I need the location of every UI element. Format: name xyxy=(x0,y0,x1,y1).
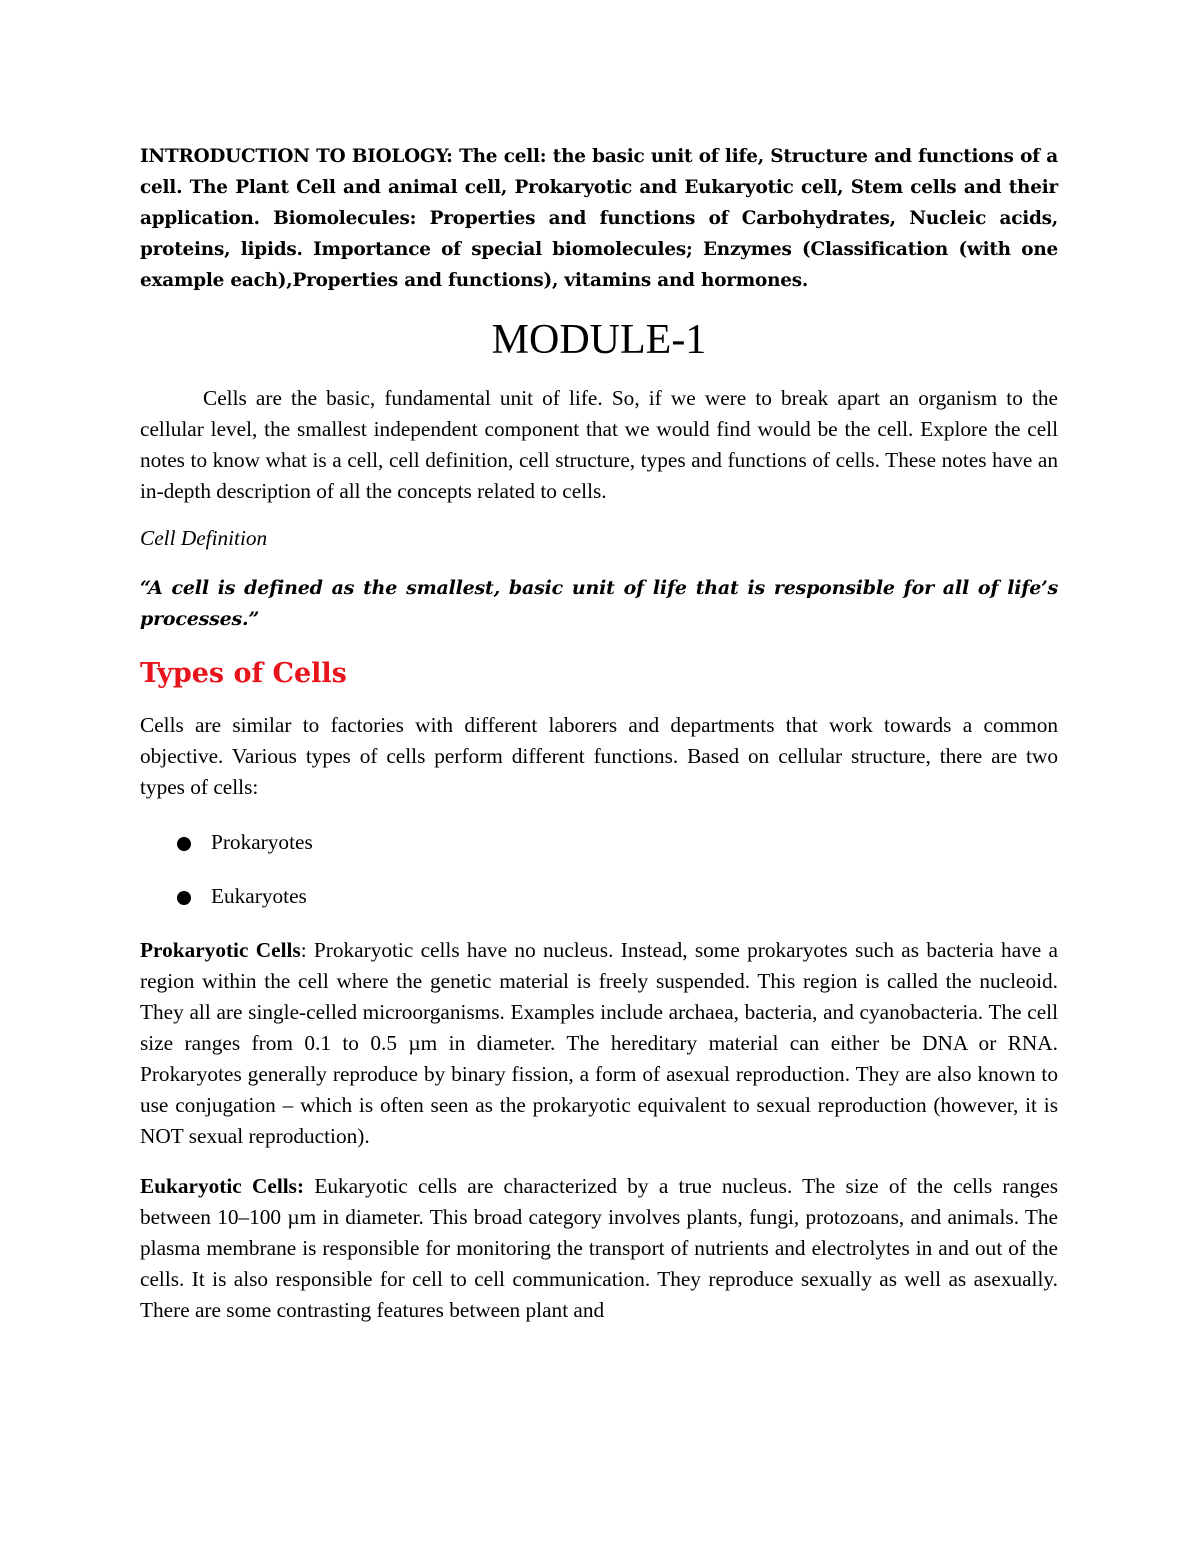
types-heading: Types of Cells xyxy=(140,658,347,689)
list-item-label: Prokaryotes xyxy=(211,830,313,854)
list-item xyxy=(140,827,1058,858)
list-item xyxy=(140,881,1058,912)
document-page xyxy=(140,141,1058,1326)
eukaryotic-lead: Eukaryotic Cells: xyxy=(140,1174,305,1198)
list-item-label: Eukaryotes xyxy=(211,884,307,908)
eukaryotic-paragraph xyxy=(140,1171,1058,1326)
bullet-icon xyxy=(177,891,191,905)
syllabus-paragraph: INTRODUCTION TO BIOLOGY: The cell: the basic unit of life, Structure and functions of a cell. The Plant Cell and animal cell, Prokaryotic and Eukaryotic cell, Stem cells and their application. Biomolecules: Properties and functions of Carbohydrates, Nucleic acids, proteins, lipids. Importance of special biomolecules; Enzymes (Classification (with one example each),Properties and functions), vitamins and hormones. xyxy=(140,146,1058,291)
intro-paragraph: Cells are the basic, fundamental unit of life. So, if we were to break apart an organism to the cellular level, the smallest independent component that we would find would be the cell. Explore the cell notes to know what is a cell, cell definition, cell structure, types and functions of cells. These notes have an in-depth description of all the concepts related to cells. xyxy=(140,386,1058,503)
prokaryotic-lead: Prokaryotic Cells xyxy=(140,938,301,962)
eukaryotic-text: Eukaryotic cells are characterized by a true nucleus. The size of the cells ranges between 10–100 µm in diameter. This broad category involves plants, fungi, protozoans, and animals. The plasma membrane is responsible for monitoring the transport of nutrients and electrolytes in and out of the cells. It is also responsible for cell to cell communication. They reproduce sexually as well as asexually. There are some contrasting features between plant and xyxy=(140,1174,1059,1322)
bullet-icon xyxy=(177,837,191,851)
module-title: MODULE-1 xyxy=(491,317,707,363)
prokaryotic-paragraph xyxy=(140,935,1058,1152)
cell-types-list xyxy=(140,827,1058,912)
definition-heading: Cell Definition xyxy=(140,526,268,550)
definition-quote: “A cell is defined as the smallest, basic unit of life that is responsible for all of life’s processes.” xyxy=(140,577,1058,630)
types-paragraph: Cells are similar to factories with different laborers and departments that work towards a common objective. Various types of cells perform different functions. Based on cellular structure, there are two types of cells: xyxy=(140,713,1058,799)
prokaryotic-text: : Prokaryotic cells have no nucleus. Instead, some prokaryotes such as bacteria have a region within the cell where the genetic material is freely suspended. This region is called the nucleoid. They all are single-celled microorganisms. Examples include archaea, bacteria, and cyanobacteria. The cell size ranges from 0.1 to 0.5 µm in diameter. The hereditary material can either be DNA or RNA. Prokaryotes generally reproduce by binary fission, a form of asexual reproduction. They are also known to use conjugation – which is often seen as the prokaryotic equivalent to sexual reproduction (however, it is NOT sexual reproduction). xyxy=(140,938,1059,1148)
